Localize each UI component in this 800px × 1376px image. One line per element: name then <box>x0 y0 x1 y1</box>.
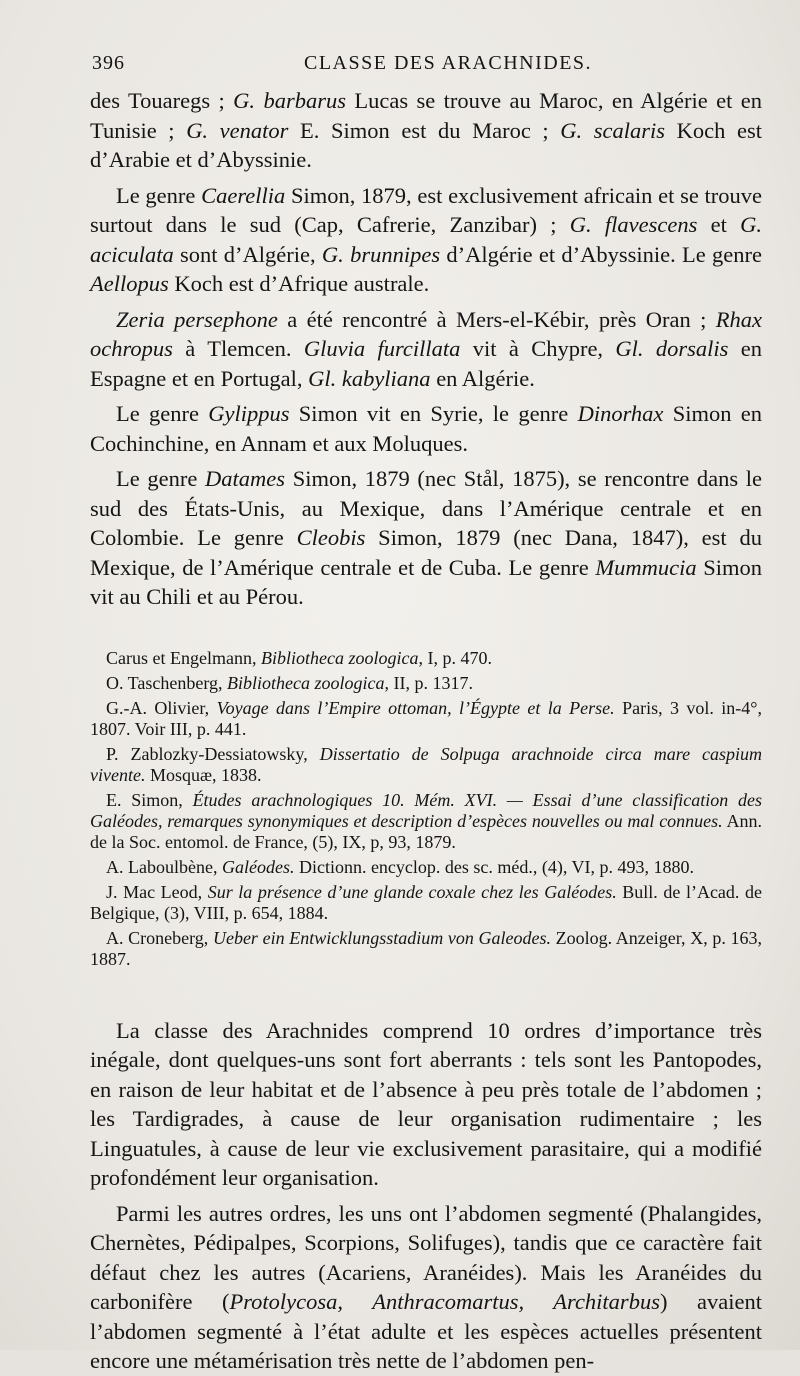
paragraph: Le genre Datames Simon, 1879 (nec Stål, 1875), se rencontre dans le sud des États-Unis, au Mexique, dans l’Amérique centrale et en Colombie. Le genre Cleobis Simon, 1879 (nec Dana, 1847), est du Mexique, de l’Amérique centrale et de Cuba. Le genre Mummucia Simon vit au Chili et au Pérou. <box>90 466 762 609</box>
paragraph: Zeria persephone a été rencontré à Mers-el-Kébir, près Oran ; Rhax ochropus à Tlemcen. Gluvia furcillata vit à Chypre, Gl. dorsalis en Espagne et en Portugal, Gl. kabyliana en Algérie. <box>90 306 763 391</box>
running-title: CLASSE DES ARACHNIDES. <box>304 52 593 74</box>
paragraph: Parmi les autres ordres, les uns ont l’abdomen segmenté (Phalangides, Chernètes, Pédipalpes, Scorpions, Solifuges), tandis que ce caractère fait défaut chez les autres (Acariens, Aranéides). Mais les Aranéides du carbonifère (Protolycosa, Anthracomartus, Architarbus) avaient l’abdomen segmenté à l’état adulte et les espèces actuelles présentent encore une métamérisation très nette de l’abdomen pen- <box>90 1200 762 1373</box>
reference-entry: O. Taschenberg, Bibliotheca zoologica, II, p. 1317. <box>106 672 474 693</box>
reference-entry: G.-A. Olivier, Voyage dans l’Empire ottoman, l’Égypte et la Perse. Paris, 3 vol. in-4°, 1807. Voir III, p. 441. <box>90 697 762 739</box>
page-body <box>90 86 762 1376</box>
page-header <box>92 52 752 82</box>
reference-entry: P. Zablozky-Dessiatowsky, Dissertatio de Solpuga arachnoide circa mare caspium vivente. Mosquæ, 1838. <box>90 743 762 785</box>
section-class-overview <box>90 1016 762 1376</box>
paragraph: La classe des Arachnides comprend 10 ordres d’importance très inégale, dont quelques-uns sont fort aberrants : tels sont les Pantopodes, en raison de leur habitat et de l’absence à peu près totale de l’abdomen ; les Tardigrades, à cause de leur organisation rudimentaire ; les Linguatules, à cause de leur vie exclusivement parasitaire, qui a modifié profondément leur organisation. <box>90 1017 762 1190</box>
paragraph: Le genre Caerellia Simon, 1879, est exclusivement africain et se trouve surtout dans le sud (Cap, Cafrerie, Zanzibar) ; G. flavescens et G. aciculata sont d’Algérie, G. brunnipes d’Algérie et d’Abyssinie. Le genre Aellopus Koch est d’Afrique australe. <box>90 182 762 296</box>
paragraph: Le genre Gylippus Simon vit en Syrie, le genre Dinorhax Simon en Cochinchine, en Annam et aux Moluques. <box>90 401 762 456</box>
bibliography <box>90 648 762 970</box>
reference-entry: A. Laboulbène, Galéodes. Dictionn. encyclop. des sc. méd., (4), VI, p. 493, 1880. <box>106 856 695 877</box>
reference-entry: A. Croneberg, Ueber ein Entwicklungsstadium von Galeodes. Zoolog. Anzeiger, X, p. 163, 1887. <box>90 927 762 969</box>
section-geographic-distribution <box>90 86 762 612</box>
reference-entry: J. Mac Leod, Sur la présence d’une glande coxale chez les Galéodes. Bull. de l’Acad. de Belgique, (3), VIII, p. 654, 1884. <box>90 881 762 923</box>
reference-entry: Carus et Engelmann, Bibliotheca zoologica, I, p. 470. <box>106 647 492 668</box>
reference-entry: E. Simon, Études arachnologiques 10. Mém. XVI. — Essai d’une classification des Galéodes, remarques synonymiques et description d’espèces nouvelles ou mal connues. Ann. de la Soc. entomol. de France, (5), IX, p, 93, 1879. <box>90 789 762 852</box>
page-number: 396 <box>92 52 125 74</box>
paragraph: des Touaregs ; G. barbarus Lucas se trouve au Maroc, en Algérie et en Tunisie ; G. venator E. Simon est du Maroc ; G. scalaris Koch est d’Arabie et d’Abyssinie. <box>90 88 762 172</box>
